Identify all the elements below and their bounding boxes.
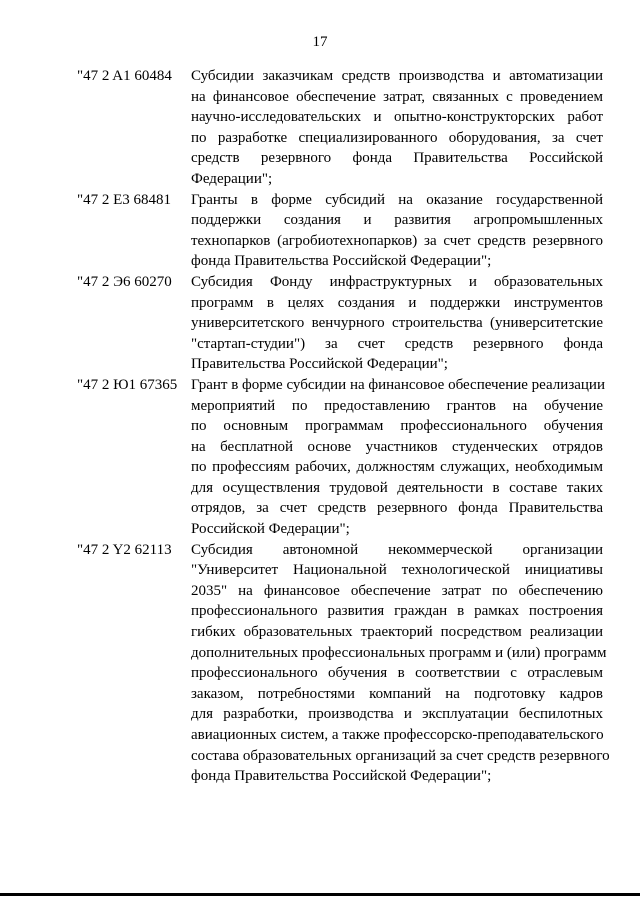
description-line: профессионального развития граждан в рамках построения — [191, 603, 603, 620]
description-line: Субсидия автономной некоммерческой организации — [191, 541, 603, 558]
description-line: Грант в форме субсидии на финансовое обеспечение реализации — [191, 376, 605, 393]
description-line: на бесплатной основе участников студенческих отрядов — [191, 438, 603, 455]
description-line: Российской Федерации"; — [191, 521, 350, 538]
description-line: Федерации"; — [191, 170, 273, 187]
budget-code-entry — [0, 66, 640, 190]
budget-code: "47 2 E3 68481 — [77, 191, 172, 208]
description-line: мероприятий по предоставлению грантов на обучение — [191, 397, 603, 414]
page-bottom-border — [0, 893, 640, 896]
description-line: фонда Правительства Российской Федерации"; — [191, 768, 492, 785]
budget-code-entry — [0, 540, 640, 787]
budget-code-description — [191, 66, 603, 190]
description-line: по разработке специализированного оборудования, за счет — [191, 129, 603, 146]
description-line: на финансовое обеспечение затрат, связанных с проведением — [191, 88, 603, 105]
budget-code: "47 2 Y2 62113 — [77, 541, 172, 558]
budget-code-description — [191, 540, 610, 787]
budget-code: "47 2 A1 60484 — [77, 68, 172, 84]
budget-code-description — [191, 272, 603, 375]
budget-code-entry — [0, 272, 640, 375]
description-line: 2035" на финансовое обеспечение затрат по обеспечению — [191, 582, 603, 599]
description-line: Субсидии заказчикам средств производства и автоматизации — [191, 68, 603, 84]
description-line: научно-исследовательских и опытно-конструкторских работ — [191, 109, 603, 126]
description-line: состава образовательных организаций за счет средств резервного — [191, 747, 610, 764]
budget-code-entry — [0, 375, 640, 540]
description-line: Субсидия Фонду инфраструктурных и образовательных — [191, 273, 603, 290]
budget-code-entry — [0, 190, 640, 272]
description-line: фонда Правительства Российской Федерации"; — [191, 253, 492, 270]
description-line: по профессиям рабочих, должностям служащих, необходимым — [191, 459, 603, 476]
description-line: для осуществления трудовой деятельности в составе таких — [191, 479, 603, 496]
budget-code-description — [191, 190, 603, 272]
description-line: гибких образовательных траекторий посредством реализации — [191, 624, 603, 641]
page-number: 17 — [312, 34, 328, 50]
description-line: технопарков (агробиотехнопарков) за счет средств резервного — [191, 232, 603, 249]
budget-code: "47 2 Э6 60270 — [77, 273, 172, 290]
description-line: Гранты в форме субсидий на оказание государственной — [191, 191, 603, 208]
description-line: авиационных систем, а также профессорско-преподавательского — [191, 727, 604, 743]
description-line: дополнительных профессиональных программ и (или) программ — [191, 644, 607, 661]
description-line: университетского венчурного строительства (университетские — [191, 315, 603, 332]
description-line: программ в целях создания и поддержки инструментов — [191, 294, 603, 311]
description-line: средств резервного фонда Правительства Российской — [191, 150, 603, 167]
description-line: по основным программам профессионального обучения — [191, 418, 603, 435]
budget-code-list — [0, 66, 640, 787]
description-line: "стартап-студии") за счет средств резервного фонда — [191, 335, 603, 352]
description-line: "Университет Национальной технологической инициативы — [191, 562, 603, 579]
budget-code-description — [191, 375, 603, 540]
description-line: профессионального обучения в соответствии с отраслевым — [191, 665, 603, 682]
budget-code: "47 2 Ю1 67365 — [77, 376, 178, 393]
description-line: для разработки, производства и эксплуатации беспилотных — [191, 706, 603, 723]
description-line: поддержки создания и развития агропромышленных — [191, 212, 603, 229]
description-line: заказом, потребностями компаний на подготовку кадров — [191, 685, 603, 702]
description-line: Правительства Российской Федерации"; — [191, 356, 448, 373]
description-line: отрядов, за счет средств резервного фонда Правительства — [191, 500, 603, 517]
